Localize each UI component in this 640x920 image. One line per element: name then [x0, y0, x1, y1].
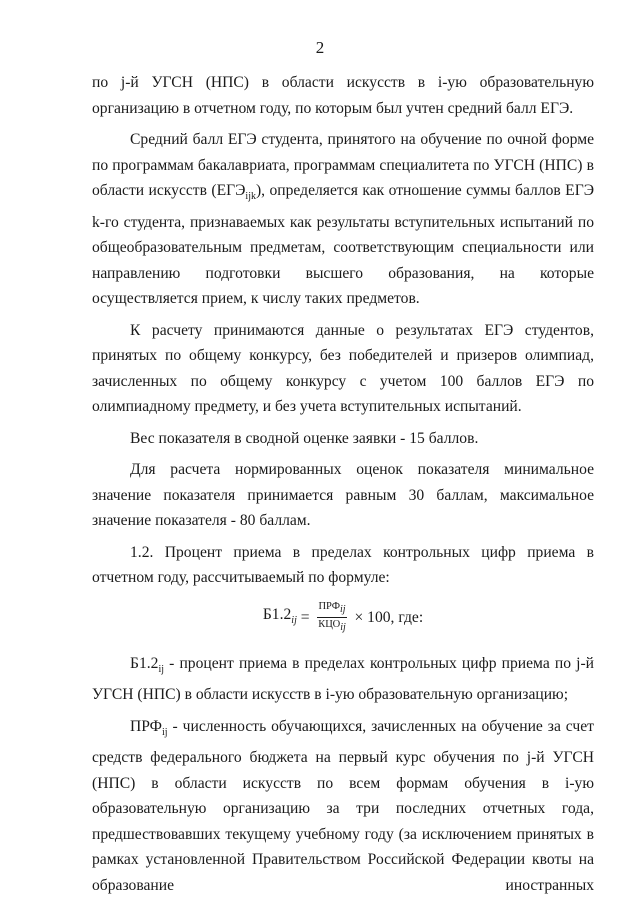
- formula: [92, 593, 594, 643]
- paragraph-2: [92, 127, 594, 312]
- document-body: [92, 70, 594, 898]
- paragraph-6: 1.2. Процент приема в пределах контрольных цифр приема в отчетном году, рассчитываемый по формуле:: [92, 543, 594, 587]
- formula-rhs: × 100, где:: [350, 608, 424, 626]
- formula-denominator: $КЦО_{ij}$: [318, 619, 346, 634]
- paragraph-2-text-b: ), определяется как отношение суммы баллов ЕГЭ k-го студента, признаваемых как результаты вступительных испытаний по общеобразовательным предметам, соответствующим специальности или направлению подготовки высшего образования, на которые осуществляется прием, к числу таких предметов.: [92, 182, 595, 308]
- formula-fraction: [317, 601, 346, 634]
- paragraph-8-subscript: ij: [162, 726, 168, 738]
- paragraph-7-text-a: Б1.2: [130, 654, 159, 672]
- paragraph-4: Вес показателя в сводной оценке заявки - 15 баллов.: [130, 429, 479, 447]
- formula-numerator: $ПРФ_{ij}$: [317, 601, 346, 618]
- paragraph-2-text-a: Средний балл ЕГЭ студента, принятого на обучение по очной форме по программам бакалавриата, программам специалитета по УГСН (НПС) в области искусств (ЕГЭ: [92, 131, 594, 199]
- paragraph-8: [92, 714, 594, 899]
- paragraph-2-subscript: ijk: [245, 191, 256, 203]
- paragraph-1: по j-й УГСН (НПС) в области искусств в i-ую образовательную организацию в отчетном году, по которым был учтен средний балл ЕГЭ.: [92, 74, 594, 117]
- paragraph-3: К расчету принимаются данные о результатах ЕГЭ студентов, принятых по общему конкурсу, без победителей и призеров олимпиад, зачисленных по общему конкурсу с учетом 100 баллов ЕГЭ по олимпиадному предмету, и без учета вступительных испытаний.: [92, 321, 594, 416]
- paragraph-7: [92, 651, 594, 708]
- paragraph-7-subscript: ij: [158, 663, 165, 675]
- paragraph-5: Для расчета нормированных оценок показателя минимальное значение показателя принимается равным 30 баллам, максимальное значение показателя - 80 баллам.: [92, 461, 594, 530]
- paragraph-8-text-a: ПРФ: [130, 717, 162, 735]
- formula-equals: =: [296, 608, 314, 626]
- page-number: 2: [315, 38, 325, 57]
- formula-lhs: $Б1.2_{ij}$: [262, 605, 297, 626]
- paragraph-8-text-b: - численность обучающихся, зачисленных на обучение за счет средств федерального бюджета на первый курс обучения по j-й УГСН (НПС) в области искусств по всем формам обучения в i-ую образовательную организацию за три последних отчетных года, предшествовавших текущему учебному году (за исключением принятых в рамках установленной Правительством Российской Федерации квоты на образование иностранных: [92, 717, 594, 894]
- paragraph-7-text-b: - процент приема в пределах контрольных цифр приема по j-й УГСН (НПС) в области искусств в i-ую образовательную организацию;: [92, 654, 594, 704]
